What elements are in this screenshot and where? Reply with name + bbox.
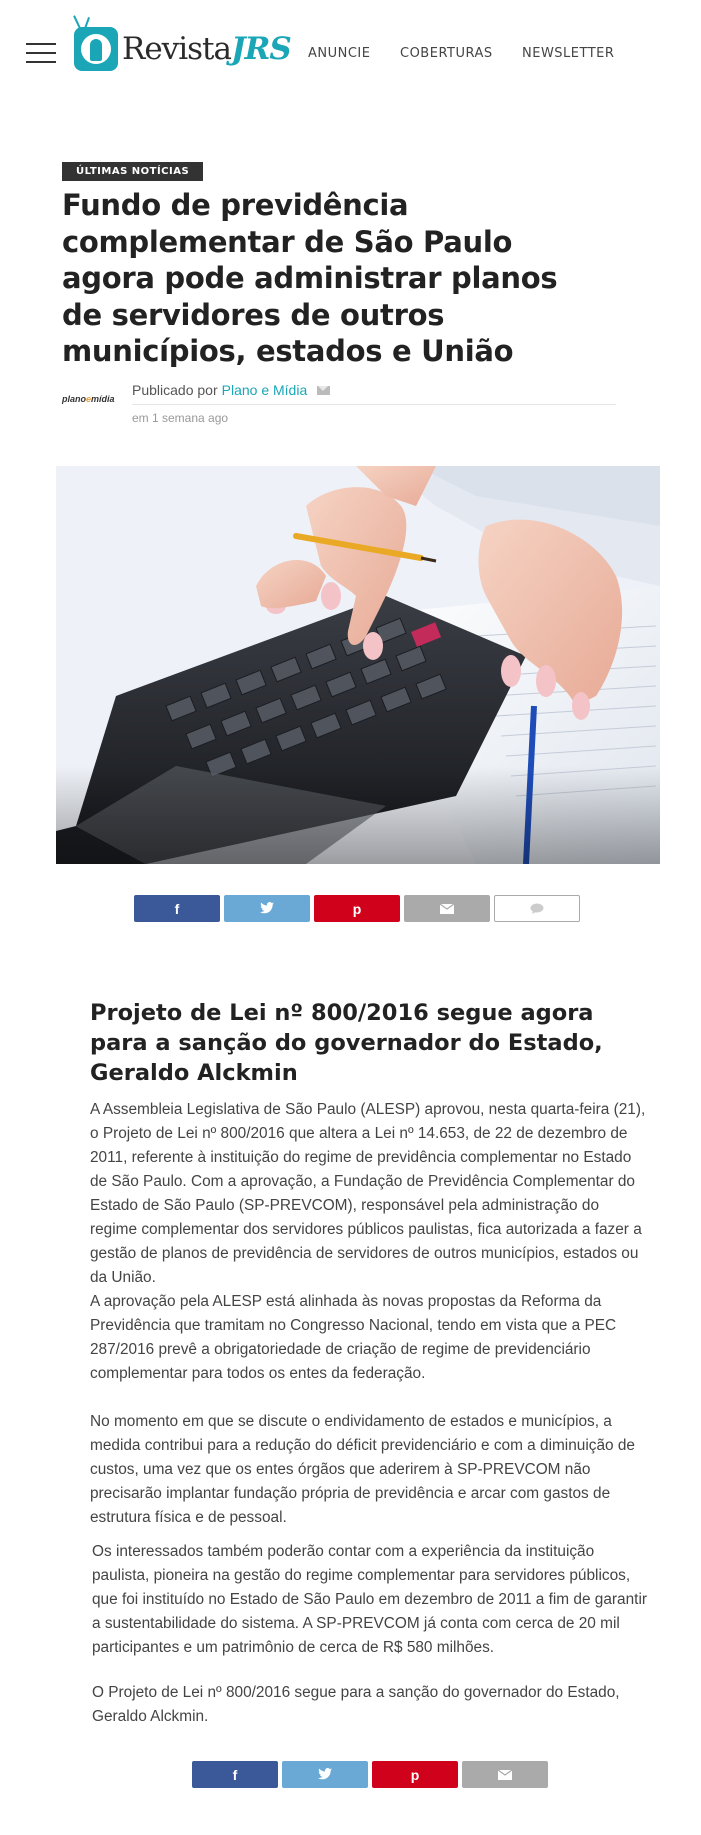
- published-by-label: Publicado por: [132, 382, 218, 398]
- article-subheading: Projeto de Lei nº 800/2016 segue agora para a sanção do governador do Estado, Geraldo Alckmin: [90, 1000, 603, 1086]
- facebook-icon: f: [232, 1766, 238, 1783]
- category-badge[interactable]: ÚLTIMAS NOTÍCIAS: [62, 162, 203, 181]
- logo-prefix: Revista: [122, 31, 231, 67]
- facebook-share-button[interactable]: [134, 895, 220, 922]
- article-title: Fundo de previdência complementar de São Paulo agora pode administrar planos de servidores de outros municípios, estados e União: [62, 188, 558, 368]
- facebook-share-button[interactable]: [192, 1761, 278, 1788]
- paragraph-text: A aprovação pela ALESP está alinhada às novas propostas da Reforma da Previdência que tramitam no Congresso Nacional, tendo em vista que a PEC 287/2016 prevê a obrigatoriedade de criação de regime de previdenciário complementar para todos os entes da federação.: [90, 1293, 617, 1382]
- pinterest-share-button[interactable]: [372, 1761, 458, 1788]
- pinterest-icon: p: [410, 1766, 420, 1783]
- tv-logo-icon: [74, 27, 118, 71]
- email-icon: [440, 901, 454, 917]
- author-logo[interactable]: [62, 394, 118, 410]
- calculator-photo: [56, 466, 660, 864]
- logo-text: [122, 31, 291, 67]
- pinterest-share-button[interactable]: [314, 895, 400, 922]
- paragraph-3: Os interessados também poderão contar com a experiência da instituição paulista, pioneira na gestão do regime complementar para servidores públicos, que foi instituído no Estado de São Paulo em dezembro de 2011 a fim de garantir a sustentabilidade do sistema. A SP-PREVCOM já conta com cerca de 20 mil participantes e um patrimônio de cerca de R$ 580 milhões.: [92, 1543, 647, 1656]
- author-logo-o: e: [86, 394, 92, 404]
- site-header: [0, 0, 701, 110]
- site-logo[interactable]: [74, 14, 291, 72]
- author-logo-suffix: mídia: [91, 394, 115, 404]
- publish-time: em 1 semana ago: [132, 411, 229, 425]
- logo-suffix: JRS: [230, 31, 291, 67]
- pinterest-icon: p: [352, 900, 362, 917]
- byline: [132, 382, 616, 405]
- paragraph-1: [90, 1098, 650, 1386]
- twitter-icon: [318, 1767, 332, 1783]
- paragraph-2: No momento em que se discute o endividamento de estados e municípios, a medida contribui para a redução do déficit previdenciário e com a diminuição de custos, uma vez que os entes órgãos que aderirem à SP-PREVCOM não precisarão implantar fundação própria de previdência e arcar com gastos de estrutura física e de pessoal.: [90, 1413, 635, 1526]
- twitter-share-button[interactable]: [224, 895, 310, 922]
- menu-icon[interactable]: [26, 43, 56, 63]
- author-link[interactable]: Plano e Mídia: [221, 382, 308, 398]
- article-meta: [132, 382, 616, 425]
- nav-newsletter[interactable]: NEWSLETTER: [522, 46, 615, 61]
- comment-button[interactable]: [494, 895, 580, 922]
- comment-icon: [530, 901, 544, 917]
- facebook-icon: f: [174, 900, 180, 917]
- nav-coberturas[interactable]: COBERTURAS: [400, 46, 493, 61]
- share-bar-bottom: [192, 1761, 548, 1788]
- hero-image: [56, 466, 660, 864]
- paragraph-4: O Projeto de Lei nº 800/2016 segue para a sanção do governador do Estado, Geraldo Alckmin.: [92, 1684, 620, 1725]
- paragraph-text: A Assembleia Legislativa de São Paulo (ALESP) aprovou, nesta quarta-feira (21), o Projeto de Lei nº 800/2016 que altera a Lei nº 14.653, de 22 de dezembro de 2011, referente à instituição do regime de previdência complementar no Estado de São Paulo. Com a aprovação, a Fundação de Previdência Complementar do Estado de São Paulo (SP-PREVCOM), responsável pela administração do regime complementar dos servidores públicos paulistas, fica autorizada a fazer a gestão de planos de previdência de servidores de outros municípios, estados ou da União.: [90, 1101, 646, 1286]
- email-icon: [498, 1767, 512, 1783]
- email-share-button[interactable]: [462, 1761, 548, 1788]
- author-logo-prefix: plano: [62, 394, 86, 404]
- twitter-share-button[interactable]: [282, 1761, 368, 1788]
- email-share-button[interactable]: [404, 895, 490, 922]
- envelope-icon[interactable]: [317, 386, 330, 395]
- nav-anunciar[interactable]: ANUNCIE: [308, 46, 371, 61]
- twitter-icon: [260, 901, 274, 917]
- share-bar-top: [134, 895, 580, 922]
